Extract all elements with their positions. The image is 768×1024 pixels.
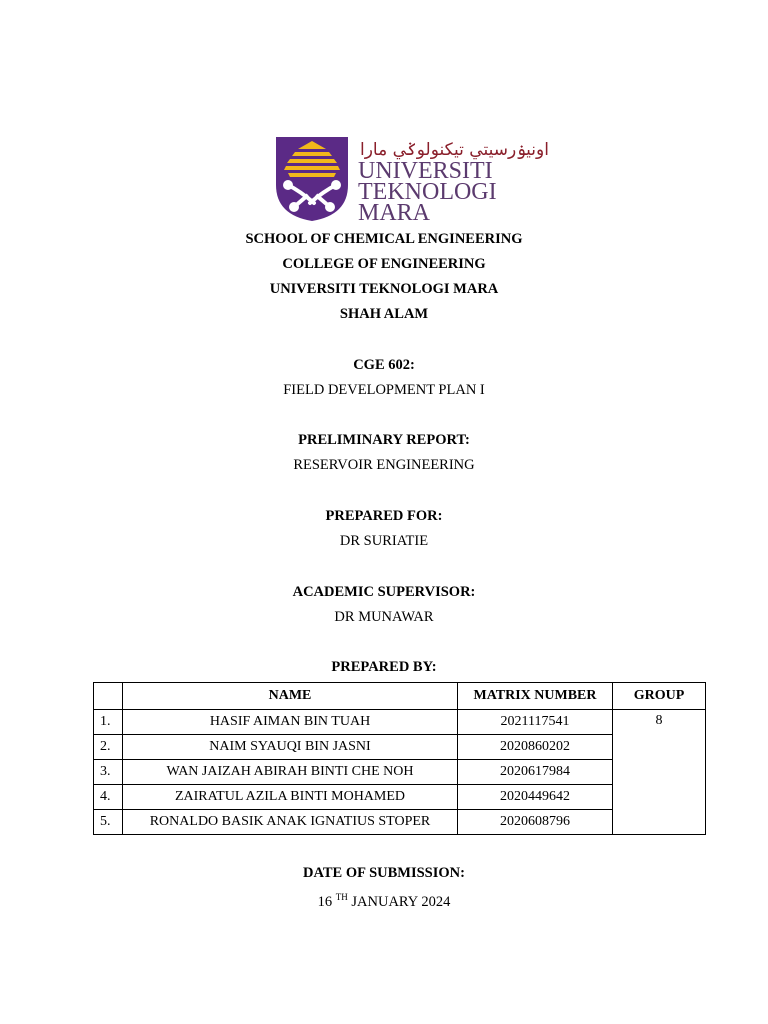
report-label: PRELIMINARY REPORT: <box>298 432 470 448</box>
logo-arabic-text: اونيۏرسيتي تيكنولوݢي مارا <box>360 140 549 160</box>
member-matrix: 2021117541 <box>458 710 613 735</box>
header-no <box>94 683 123 710</box>
header-matrix: MATRIX NUMBER <box>458 683 613 710</box>
logo-line-2: TEKNOLOGI <box>358 179 497 205</box>
uitm-logo <box>274 133 549 226</box>
supervisor-name: DR MUNAWAR <box>334 609 434 625</box>
table-header-row <box>94 683 706 710</box>
campus-name: SHAH ALAM <box>339 306 429 322</box>
member-name: WAN JAIZAH ABIRAH BINTI CHE NOH <box>123 760 458 785</box>
member-matrix: 2020860202 <box>458 735 613 760</box>
table-row <box>94 710 706 735</box>
submission-day: 16 <box>317 893 333 910</box>
course-title: FIELD DEVELOPMENT PLAN I <box>283 382 485 398</box>
prepared-for-name: DR SURIATIE <box>339 533 429 549</box>
university-name: UNIVERSITI TEKNOLOGI MARA <box>269 281 499 297</box>
member-matrix: 2020449642 <box>458 785 613 810</box>
row-no: 2. <box>94 735 123 760</box>
college-name: COLLEGE OF ENGINEERING <box>282 256 486 272</box>
row-no: 5. <box>94 810 123 835</box>
member-matrix: 2020608796 <box>458 810 613 835</box>
group-number: 8 <box>613 710 706 835</box>
logo-line-1: UNIVERSITI <box>358 158 493 184</box>
submission-month-year: JANUARY 2024 <box>351 893 451 910</box>
submission-day-suffix: TH <box>335 892 348 902</box>
course-code: CGE 602: <box>353 357 415 373</box>
submission-date <box>0 888 768 911</box>
header-group: GROUP <box>613 683 706 710</box>
school-name: SCHOOL OF CHEMICAL ENGINEERING <box>245 231 523 247</box>
prepared-by-label: PREPARED BY: <box>331 659 437 675</box>
member-matrix: 2020617984 <box>458 760 613 785</box>
submission-label: DATE OF SUBMISSION: <box>303 865 465 881</box>
header-name: NAME <box>123 683 458 710</box>
row-no: 1. <box>94 710 123 735</box>
member-name: ZAIRATUL AZILA BINTI MOHAMED <box>123 785 458 810</box>
report-title: RESERVOIR ENGINEERING <box>293 457 475 473</box>
prepared-for-label: PREPARED FOR: <box>325 508 443 524</box>
uitm-crest-icon <box>274 133 549 226</box>
members-table <box>93 682 706 835</box>
member-name: RONALDO BASIK ANAK IGNATIUS STOPER <box>123 810 458 835</box>
row-no: 3. <box>94 760 123 785</box>
member-name: HASIF AIMAN BIN TUAH <box>123 710 458 735</box>
member-name: NAIM SYAUQI BIN JASNI <box>123 735 458 760</box>
logo-line-3: MARA <box>358 200 431 226</box>
row-no: 4. <box>94 785 123 810</box>
supervisor-label: ACADEMIC SUPERVISOR: <box>292 584 476 600</box>
